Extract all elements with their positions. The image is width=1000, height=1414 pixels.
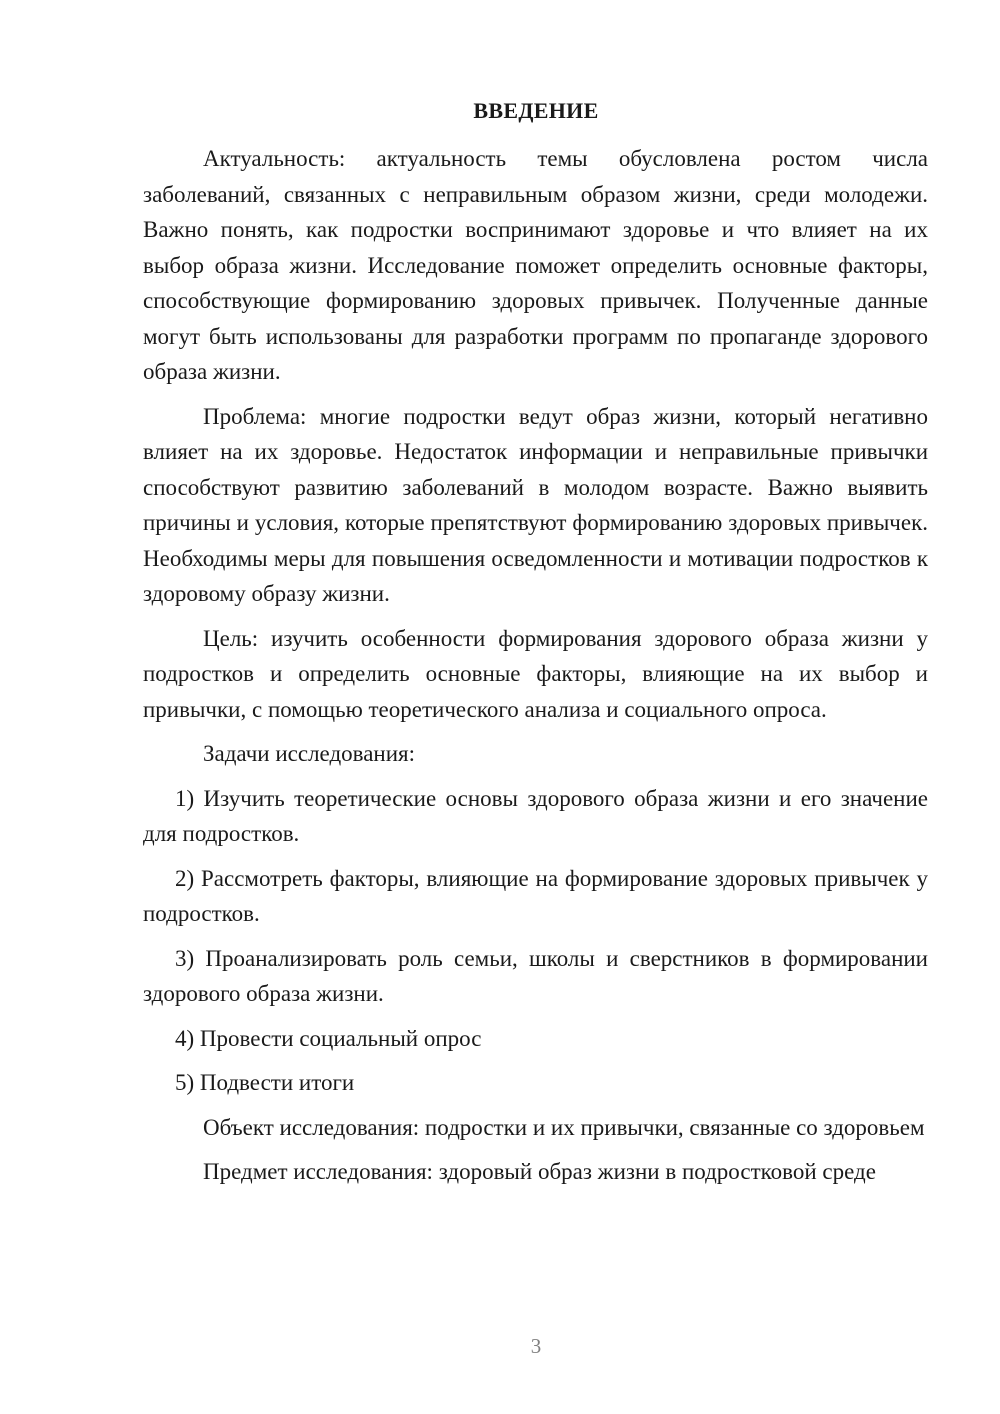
tasks-heading: Задачи исследования: (203, 741, 416, 766)
paragraph-problem: Проблема: многие подростки ведут образ жизни, который негативно влияет на их здоровье. Недостаток информации и неправильные привычки способствуют развитию заболеваний в молодом возрасте. Важно выявить причины и условия, которые препятствуют формированию здоровых привычек. Необходимы меры для повышения осведомленности и мотивации подростков к здоровому образу жизни. (143, 403, 928, 606)
list-item-task-4: 4) Провести социальный опрос (175, 1025, 482, 1051)
list-item-task-3: 3) Проанализировать роль семьи, школы и сверстников в формировании здорового образа жизни. (143, 945, 928, 1006)
list-item-task-5: 5) Подвести итоги (175, 1070, 355, 1095)
list-item-task-1: 1) Изучить теоретические основы здорового образа жизни и его значение для подростков. (143, 785, 928, 846)
paragraph-goal: Цель: изучить особенности формирования здорового образа жизни у подростков и определить основные факторы, влияющие на их выбор и привычки, с помощью теоретического анализа и социального опроса. (143, 625, 928, 722)
list-item-task-2: 2) Рассмотреть факторы, влияющие на формирование здоровых привычек у подростков. (143, 865, 928, 926)
paragraph-subject: Предмет исследования: здоровый образ жизни в подростковой среде (203, 1159, 876, 1184)
document-body (143, 141, 928, 1190)
paragraph-relevance: Актуальность: актуальность темы обусловлена ростом числа заболеваний, связанных с неправильным образом жизни, среди молодежи. Важно понять, как подростки воспринимают здоровье и что влияет на их выбор образа жизни. Исследование поможет определить основные факторы, способствующие формированию здоровых привычек. Полученные данные могут быть использованы для разработки программ по пропаганде здорового образа жизни. (143, 146, 928, 384)
paragraph-object: Объект исследования: подростки и их привычки, связанные со здоровьем (203, 1114, 925, 1140)
page-title: ВВЕДЕНИЕ (473, 98, 599, 123)
page-number: 3 (530, 1334, 542, 1358)
